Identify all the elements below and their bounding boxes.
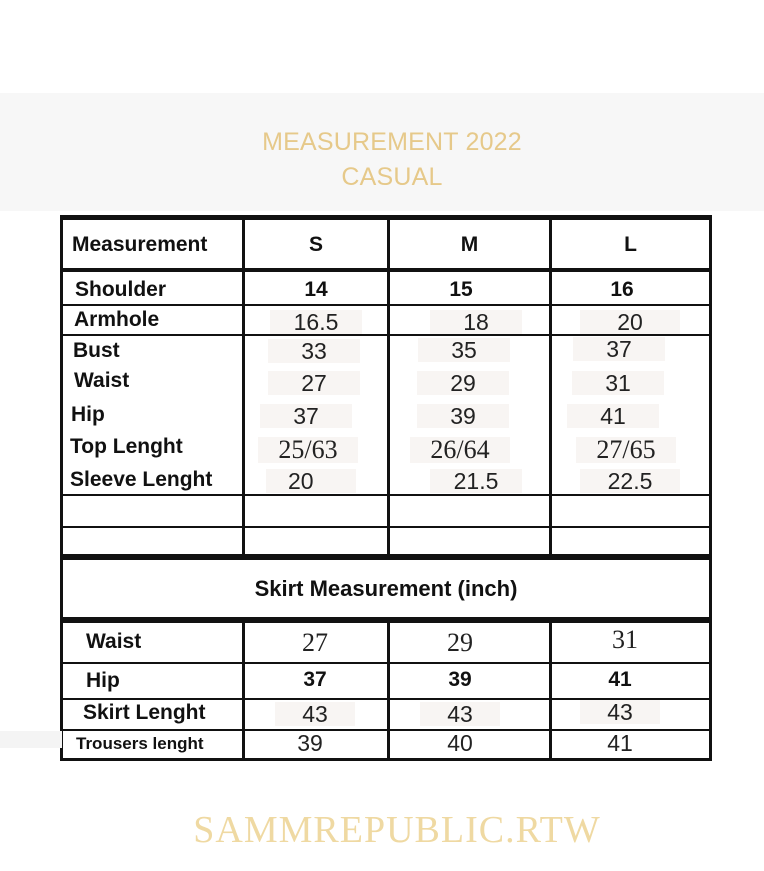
value-cell: 26/64 — [410, 437, 510, 463]
left-strip — [0, 731, 62, 748]
row-label: Top Lenght — [70, 435, 183, 458]
table-border-bottom — [60, 758, 712, 761]
row-label: Sleeve Lenght — [70, 468, 213, 491]
value-cell: 39 — [297, 730, 323, 756]
value-cell: 43 — [580, 700, 660, 724]
table-rule — [60, 662, 712, 664]
value-cell: 20 — [580, 310, 680, 334]
value-cell: 16 — [610, 278, 634, 301]
table-rule — [60, 268, 712, 272]
table-border-top — [60, 215, 712, 220]
value-cell: 37 — [260, 404, 352, 428]
value-cell: 16.5 — [270, 310, 362, 334]
row-label: Armhole — [74, 308, 160, 331]
value-cell: 31 — [612, 625, 638, 654]
value-cell: 27 — [302, 628, 328, 657]
value-cell: 39 — [417, 404, 509, 428]
value-cell: 41 — [608, 668, 632, 691]
value-cell: 41 — [567, 404, 659, 428]
row-label: Hip — [86, 669, 120, 692]
value-cell: 15 — [449, 278, 473, 301]
value-cell: 27 — [268, 371, 360, 395]
value-cell: 33 — [268, 339, 360, 363]
value-cell: 43 — [420, 702, 500, 726]
skirt-section-title: Skirt Measurement (inch) — [254, 575, 518, 601]
row-label: Skirt Lenght — [83, 701, 206, 724]
value-cell: 22.5 — [580, 469, 680, 493]
value-cell: 43 — [275, 702, 355, 726]
row-label: Trousers lenght — [76, 734, 204, 753]
row-label: Waist — [86, 630, 142, 653]
value-cell: 37 — [303, 668, 327, 691]
row-label: Waist — [74, 369, 130, 392]
value-cell: 25/63 — [258, 437, 358, 463]
value-cell: 37 — [573, 337, 665, 361]
table-rule-thick — [60, 617, 712, 623]
value-cell: 29 — [447, 628, 473, 657]
value-cell: 39 — [448, 668, 472, 691]
value-cell: 18 — [430, 310, 522, 334]
page-title: MEASUREMENT 2022 — [262, 128, 522, 156]
value-cell: 21.5 — [430, 469, 522, 493]
value-cell: 31 — [572, 371, 664, 395]
table-rule-v — [387, 620, 390, 761]
page-subtitle: CASUAL — [341, 163, 443, 191]
row-label: Bust — [73, 339, 120, 362]
column-header-s: S — [308, 233, 323, 256]
table-rule-v — [242, 620, 245, 761]
table-rule-v — [549, 620, 552, 761]
value-cell: 40 — [447, 730, 473, 756]
value-cell: 14 — [304, 278, 328, 301]
brand-watermark: SAMMREPUBLIC.RTW — [193, 809, 601, 851]
value-cell: 27/65 — [576, 437, 676, 463]
column-header-l: L — [624, 233, 637, 256]
row-label: Shoulder — [75, 278, 167, 301]
value-cell: 41 — [607, 730, 633, 756]
column-header-m: M — [460, 233, 479, 256]
table-border-left — [60, 215, 63, 761]
table-border-right — [709, 215, 712, 761]
value-cell: 29 — [417, 371, 509, 395]
column-header-measurement: Measurement — [72, 233, 208, 256]
value-cell: 35 — [418, 338, 510, 362]
value-cell: 20 — [266, 469, 356, 493]
row-label: Hip — [71, 403, 105, 426]
table-rule — [60, 526, 712, 528]
